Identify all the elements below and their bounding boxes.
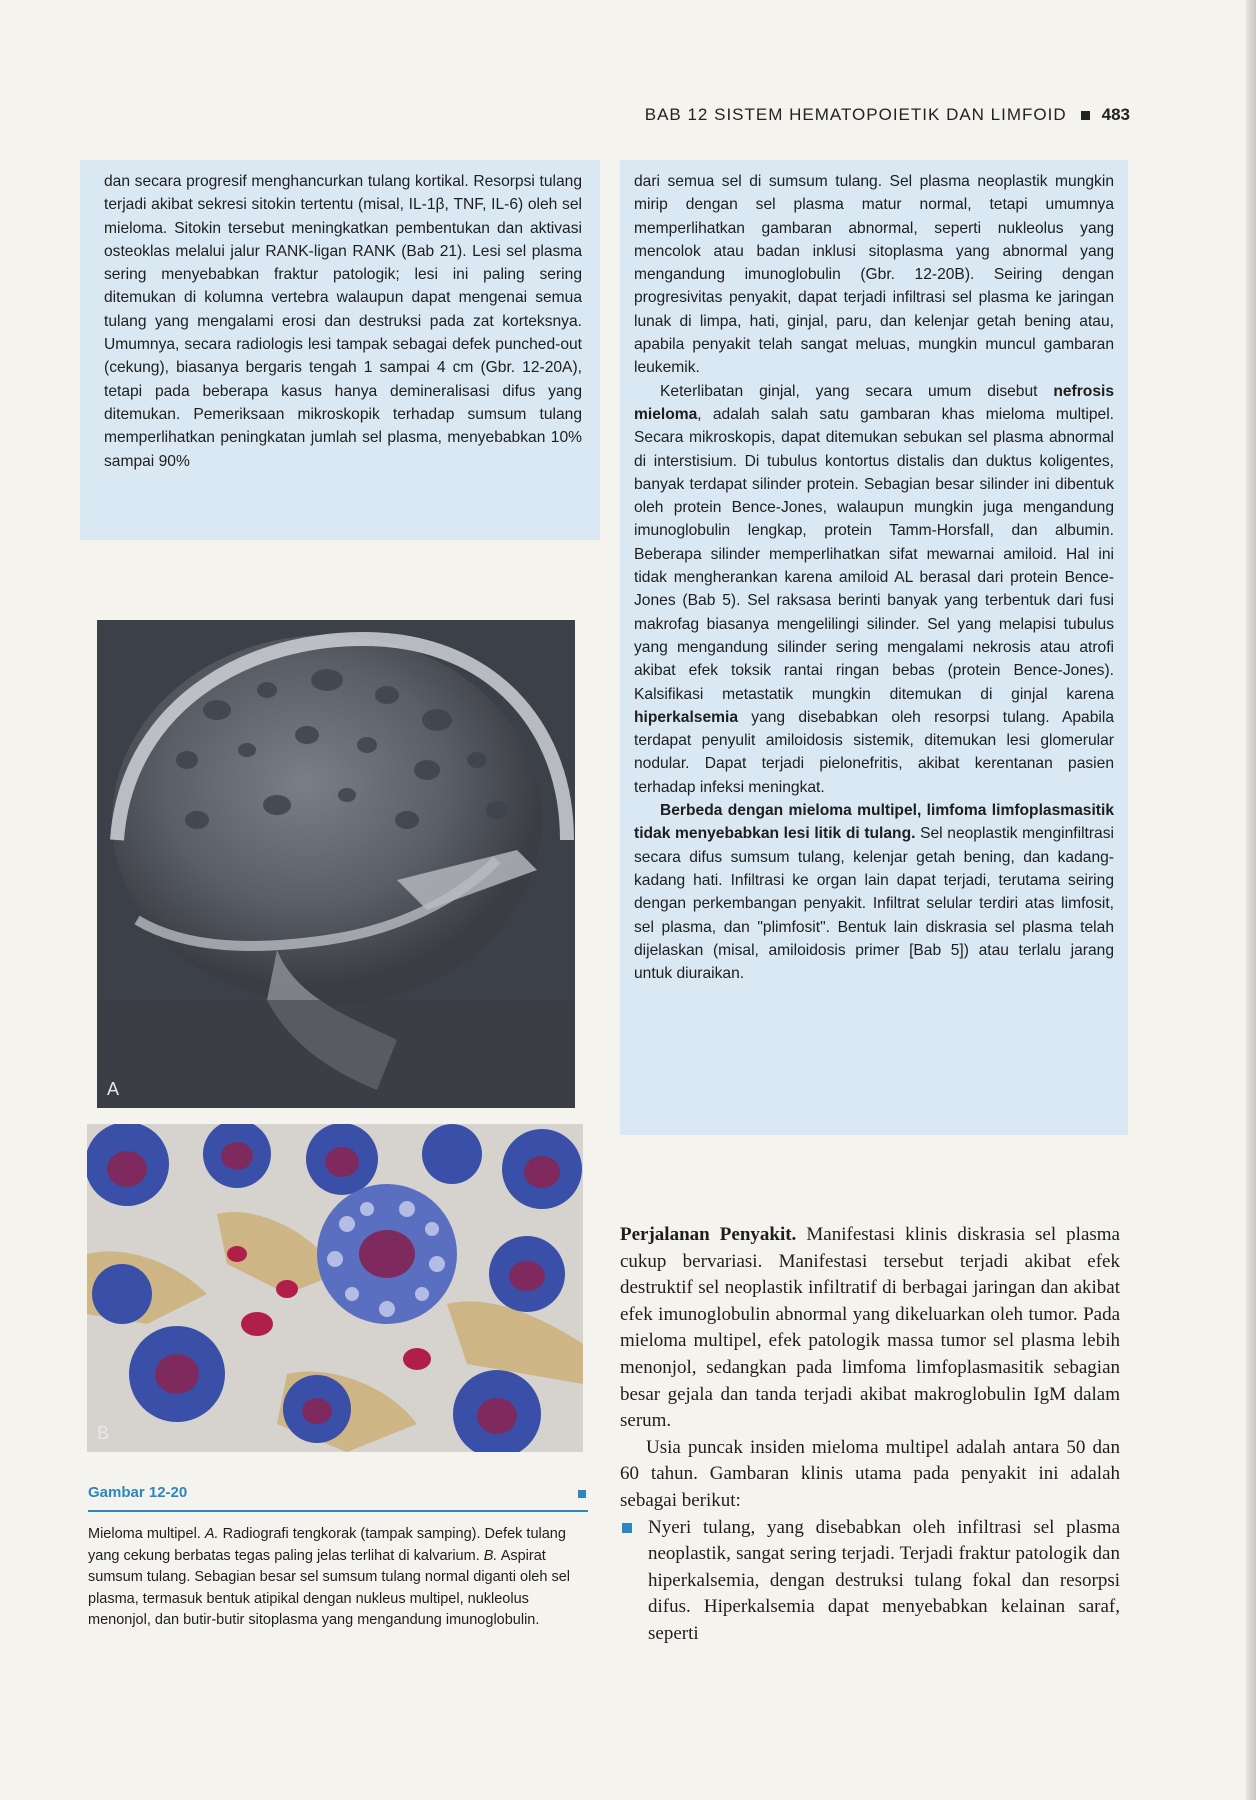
caption-divider <box>88 1510 588 1512</box>
header-square-icon <box>1081 111 1090 120</box>
main-body-text <box>620 1222 1120 1648</box>
key-statement: Berbeda dengan mieloma multipel, limfoma limfoplasmasitik tidak menyebabkan lesi litik di tulang. <box>634 802 1114 843</box>
right-box-paragraph-1: dari semua sel di sumsum tulang. Sel plasma neoplastik mungkin mirip dengan sel plasma matur normal, tetapi umumnya memperlihatkan gambaran abnormal, seperti nukleolus yang mencolok atau badan inklusi sitoplasma yang abnormal yang mengandung imunoglobulin (Gbr. 12-20B). Seiring dengan progresivitas penyakit, dapat terjadi infiltrasi sel plasma ke jaringan lunak di limpa, hati, ginjal, paru, dan kelenjar getah bening atau, apabila penyakit telah sangat meluas, mungkin muncul gambaran leukemik. <box>634 173 1114 377</box>
bullet-item <box>620 1515 1120 1648</box>
skull-xray-image <box>97 620 575 1108</box>
right-box-paragraph-2 <box>634 380 1114 799</box>
figure-a-label: A <box>107 1079 120 1099</box>
text-run: yang disebabkan oleh resorpsi tulang. Apabila terdapat penyulit amiloidosis sistemik, ditemukan lesi glomerular nodular. Dapat terjadi pielonefritis, akibat kerentanan pasien terhadap infeksi meningkat. <box>634 708 1114 796</box>
figure-b-label: B <box>97 1423 110 1443</box>
term-hiperkalsemia: hiperkalsemia <box>634 708 739 726</box>
marrow-smear-image <box>87 1124 583 1452</box>
text-run: , adalah salah satu gambaran khas mieloma multipel. Secara mikroskopis, dapat ditemukan sebukan sel plasma abnormal di interstisium. Di tubulus kontortus distalis dan duktus koligentes, banyak terdapat silinder protein. Sebagian besar silinder ini dibentuk oleh protein Bence-Jones, walaupun mungkin juga mengandung imunoglobulin lengkap, protein Tamm-Horsfall, dan albumin. Beberapa silinder memperlihatkan sifat mewarnai amiloid. Hal ini tidak mengherankan karena amiloid AL berasal dari protein Bence-Jones (Bab 5). Sel raksasa berinti banyak yang terbentuk dari fusi makrofag biasanya mengelilingi silinder. Sel yang melapisi tubulus yang mengandung silinder sering mengalami nekrosis atau atrofi akibat efek toksik rantai ringan bebas (protein Bence-Jones). Kalsifikasi metastatik mungkin ditemukan di ginjal karena <box>634 405 1114 703</box>
right-box-paragraph-3 <box>634 799 1114 985</box>
figure-b-bone-marrow-aspirate <box>87 1124 583 1452</box>
caption-title: Mieloma multipel. <box>88 1526 201 1542</box>
text-run: Sel neoplastik menginfiltrasi secara difus sumsum tulang, kelenjar getah bening, dan kadang-kadang hati. Infiltrasi ke organ lain dapat terjadi, terutama seiring dengan perkembangan penyakit. Infiltrat selular terdiri atas limfosit, sel plasma, dan "plimfosit". Bentuk lain diskrasia sel plasma telah dijelaskan (misal, amiloidosis primer [Bab 5]) atau terlalu jarang untuk diuraikan. <box>634 825 1114 983</box>
chapter-title: BAB 12 SISTEM HEMATOPOIETIK DAN LIMFOID <box>644 105 1067 124</box>
figure-number: Gambar 12-20 <box>88 1484 188 1501</box>
bullet-text: Nyeri tulang, yang disebabkan oleh infiltrasi sel plasma neoplastik, sangat sering terjadi. Terjadi fraktur patologik dan hiperkalsemia, dengan destruksi tulang fokal dan resorpsi difus. Hiperkalsemia dapat menyebabkan kelainan saraf, seperti <box>648 1516 1120 1644</box>
book-spine-shadow <box>1246 0 1256 1800</box>
caption-b-text: Aspirat sumsum tulang. Sebagian besar sel sumsum tulang normal diganti oleh sel plasma, termasuk bentuk atipikal dengan nukleus multipel, nukleolus menonjol, dan butir-butir sitoplasma yang mengandung imunoglobulin. <box>88 1547 570 1628</box>
running-header <box>540 105 1130 125</box>
figure-a-skull-radiograph <box>97 620 575 1108</box>
text-run: Keterlibatan ginjal, yang secara umum disebut <box>660 382 1054 400</box>
caption-a-letter: A. <box>204 1526 219 1542</box>
caption-square-icon <box>578 1490 586 1498</box>
term-nefrosis-mieloma: nefrosis mieloma <box>634 382 1114 423</box>
right-box-text <box>634 170 1114 985</box>
figure-caption <box>88 1524 588 1632</box>
section-run-head: Perjalanan Penyakit. <box>620 1224 797 1245</box>
body-paragraph-2: Usia puncak insiden mieloma multipel adalah antara 50 dan 60 tahun. Gambaran klinis utama pada penyakit ini adalah sebagai berikut: <box>620 1436 1120 1511</box>
body-paragraph-1 <box>620 1222 1120 1435</box>
text-run: Manifestasi klinis diskrasia sel plasma cukup bervariasi. Manifestasi tersebut terjadi akibat efek destruktif sel neoplastik infiltratif di berbagai jaringan dan akibat efek imunoglobulin abnormal yang dikeluarkan oleh tumor. Pada mieloma multipel, efek patologik massa tumor sel plasma lebih menonjol, sedangkan pada limfoma limfoplasmasitik sebagian besar gejala dan tanda terjadi akibat makroglobulin IgM dalam serum. <box>620 1224 1120 1432</box>
left-box-paragraph: dan secara progresif menghancurkan tulang kortikal. Resorpsi tulang terjadi akibat sekresi sitokin tertentu (misal, IL-1β, TNF, IL-6) oleh sel mieloma. Sitokin tersebut meningkatkan pembentukan dan aktivasi osteoklas melalui jalur RANK-ligan RANK (Bab 21). Lesi sel plasma sering menyebabkan fraktur patologik; lesi ini paling sering ditemukan di kolumna vertebra walaupun dapat mengenai semua tulang yang mengalami erosi dan destruksi pada zat korteksnya. Umumnya, secara radiologis lesi tampak sebagai defek punched-out (cekung), biasanya bergaris tengah 1 sampai 4 cm (Gbr. 12-20A), tetapi pada beberapa kasus hanya demineralisasi difus yang ditemukan. Pemeriksaan mikroskopik terhadap sumsum tulang memperlihatkan peningkatan jumlah sel plasma, menyebabkan 10% sampai 90% <box>104 173 582 470</box>
page-number: 483 <box>1101 105 1130 124</box>
caption-a-text: Radiografi tengkorak (tampak samping). Defek tulang yang cekung berbatas tegas paling jelas terlihat di kalvarium. <box>88 1526 566 1564</box>
caption-b-letter: B. <box>483 1547 498 1564</box>
left-box-text <box>104 170 582 473</box>
bullet-square-icon <box>622 1523 632 1533</box>
